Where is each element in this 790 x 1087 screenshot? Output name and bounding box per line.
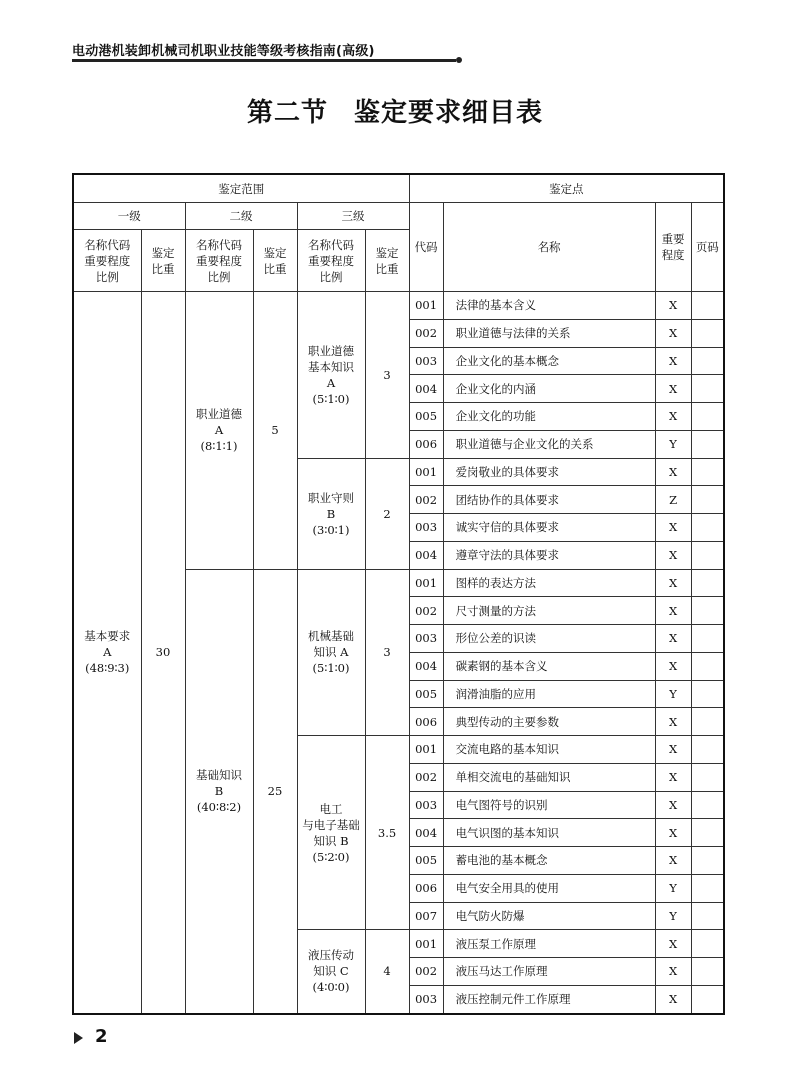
row-code: 002 xyxy=(409,597,443,625)
row-page xyxy=(691,625,724,653)
row-name: 液压控制元件工作原理 xyxy=(443,985,655,1013)
level3-weight: 3.5 xyxy=(365,736,409,930)
row-importance: X xyxy=(655,763,691,791)
row-name: 碳素钢的基本含义 xyxy=(443,652,655,680)
header-name-code-2: 名称代码 重要程度 比例 xyxy=(185,230,253,292)
row-name: 职业道德与企业文化的关系 xyxy=(443,430,655,458)
row-page xyxy=(691,458,724,486)
row-code: 006 xyxy=(409,708,443,736)
row-importance: X xyxy=(655,625,691,653)
level2-weight: 5 xyxy=(253,292,297,570)
row-page xyxy=(691,514,724,542)
row-importance: X xyxy=(655,597,691,625)
row-name: 单相交流电的基础知识 xyxy=(443,763,655,791)
header-weight-2: 鉴定 比重 xyxy=(253,230,297,292)
level2-label: 职业道德 A (8∶1∶1) xyxy=(185,292,253,570)
row-code: 004 xyxy=(409,652,443,680)
level1-label: 基本要求 A (48∶9∶3) xyxy=(73,292,141,1014)
row-page xyxy=(691,430,724,458)
row-importance: X xyxy=(655,736,691,764)
header-page: 页码 xyxy=(691,203,724,292)
header-code: 代码 xyxy=(409,203,443,292)
row-code: 005 xyxy=(409,847,443,875)
row-page xyxy=(691,375,724,403)
level3-label: 职业道德 基本知识 A (5∶1∶0) xyxy=(297,292,365,459)
header-name-code-3: 名称代码 重要程度 比例 xyxy=(297,230,365,292)
row-page xyxy=(691,874,724,902)
row-name: 法律的基本含义 xyxy=(443,292,655,320)
row-code: 005 xyxy=(409,680,443,708)
row-code: 003 xyxy=(409,625,443,653)
level3-weight: 2 xyxy=(365,458,409,569)
row-name: 液压泵工作原理 xyxy=(443,930,655,958)
row-importance: X xyxy=(655,569,691,597)
header-rule xyxy=(72,59,456,62)
row-importance: X xyxy=(655,847,691,875)
row-name: 电气防火防爆 xyxy=(443,902,655,930)
section-number: 第二节 xyxy=(246,98,328,128)
row-code: 004 xyxy=(409,375,443,403)
row-importance: X xyxy=(655,347,691,375)
level3-weight: 4 xyxy=(365,930,409,1014)
row-code: 007 xyxy=(409,902,443,930)
row-name: 交流电路的基本知识 xyxy=(443,736,655,764)
row-importance: X xyxy=(655,514,691,542)
row-importance: Y xyxy=(655,874,691,902)
row-page xyxy=(691,569,724,597)
row-code: 003 xyxy=(409,791,443,819)
row-name: 图样的表达方法 xyxy=(443,569,655,597)
row-page xyxy=(691,652,724,680)
row-importance: X xyxy=(655,292,691,320)
row-page xyxy=(691,958,724,986)
row-page xyxy=(691,597,724,625)
row-name: 电气安全用具的使用 xyxy=(443,874,655,902)
level2-weight: 25 xyxy=(253,569,297,1014)
row-name: 典型传动的主要参数 xyxy=(443,708,655,736)
row-importance: X xyxy=(655,708,691,736)
row-importance: X xyxy=(655,958,691,986)
row-page xyxy=(691,847,724,875)
row-code: 002 xyxy=(409,763,443,791)
row-code: 001 xyxy=(409,292,443,320)
level2-label: 基础知识 B (40∶8∶2) xyxy=(185,569,253,1014)
row-importance: X xyxy=(655,652,691,680)
row-page xyxy=(691,985,724,1013)
row-page xyxy=(691,403,724,431)
row-page xyxy=(691,708,724,736)
header-level3: 三级 xyxy=(297,203,409,230)
row-importance: X xyxy=(655,541,691,569)
row-code: 002 xyxy=(409,486,443,514)
row-name: 团结协作的具体要求 xyxy=(443,486,655,514)
row-name: 尺寸测量的方法 xyxy=(443,597,655,625)
row-importance: Y xyxy=(655,902,691,930)
row-importance: X xyxy=(655,930,691,958)
row-importance: X xyxy=(655,819,691,847)
row-page xyxy=(691,930,724,958)
header-importance: 重要 程度 xyxy=(655,203,691,292)
row-importance: X xyxy=(655,319,691,347)
section-heading: 鉴定要求细目表 xyxy=(354,98,544,128)
section-title xyxy=(0,92,790,129)
row-name: 蓄电池的基本概念 xyxy=(443,847,655,875)
row-name: 企业文化的功能 xyxy=(443,403,655,431)
row-page xyxy=(691,680,724,708)
row-page xyxy=(691,319,724,347)
level3-label: 职业守则 B (3∶0∶1) xyxy=(297,458,365,569)
row-page xyxy=(691,292,724,320)
running-title: 电动港机装卸机械司机职业技能等级考核指南(高级) xyxy=(72,44,375,59)
header-weight-1: 鉴定 比重 xyxy=(141,230,185,292)
row-code: 001 xyxy=(409,569,443,597)
row-importance: X xyxy=(655,791,691,819)
table-row xyxy=(73,292,724,320)
row-code: 003 xyxy=(409,347,443,375)
row-name: 形位公差的识读 xyxy=(443,625,655,653)
row-name: 电气图符号的识别 xyxy=(443,791,655,819)
row-page xyxy=(691,902,724,930)
row-code: 004 xyxy=(409,819,443,847)
appraisal-requirements-table xyxy=(72,173,725,1015)
row-name: 电气识图的基本知识 xyxy=(443,819,655,847)
row-code: 001 xyxy=(409,736,443,764)
header-range: 鉴定范围 xyxy=(73,174,409,203)
level3-label: 机械基础 知识 A (5∶1∶0) xyxy=(297,569,365,736)
level3-weight: 3 xyxy=(365,569,409,736)
row-page xyxy=(691,347,724,375)
header-level1: 一级 xyxy=(73,203,185,230)
row-name: 液压马达工作原理 xyxy=(443,958,655,986)
level3-label: 液压传动 知识 C (4∶0∶0) xyxy=(297,930,365,1014)
row-page xyxy=(691,763,724,791)
row-importance: X xyxy=(655,403,691,431)
row-importance: X xyxy=(655,985,691,1013)
row-page xyxy=(691,541,724,569)
row-page xyxy=(691,819,724,847)
row-name: 企业文化的内涵 xyxy=(443,375,655,403)
row-name: 职业道德与法律的关系 xyxy=(443,319,655,347)
row-importance: X xyxy=(655,375,691,403)
row-code: 003 xyxy=(409,514,443,542)
row-importance: Z xyxy=(655,486,691,514)
row-name: 企业文化的基本概念 xyxy=(443,347,655,375)
row-importance: Y xyxy=(655,430,691,458)
row-code: 003 xyxy=(409,985,443,1013)
row-name: 诚实守信的具体要求 xyxy=(443,514,655,542)
row-importance: Y xyxy=(655,680,691,708)
row-code: 006 xyxy=(409,430,443,458)
row-name: 爱岗敬业的具体要求 xyxy=(443,458,655,486)
header-level2: 二级 xyxy=(185,203,297,230)
header-points: 鉴定点 xyxy=(409,174,724,203)
row-code: 006 xyxy=(409,874,443,902)
row-name: 遵章守法的具体要求 xyxy=(443,541,655,569)
row-code: 002 xyxy=(409,958,443,986)
header-name-code-1: 名称代码 重要程度 比例 xyxy=(73,230,141,292)
header-weight-3: 鉴定 比重 xyxy=(365,230,409,292)
row-name: 润滑油脂的应用 xyxy=(443,680,655,708)
row-page xyxy=(691,486,724,514)
header-dot xyxy=(456,57,462,63)
row-page xyxy=(691,736,724,764)
header-name: 名称 xyxy=(443,203,655,292)
row-page xyxy=(691,791,724,819)
page-marker-icon xyxy=(74,1032,83,1044)
row-code: 002 xyxy=(409,319,443,347)
row-importance: X xyxy=(655,458,691,486)
row-code: 001 xyxy=(409,458,443,486)
row-code: 001 xyxy=(409,930,443,958)
level1-weight: 30 xyxy=(141,292,185,1014)
level3-label: 电工 与电子基础 知识 B (5∶2∶0) xyxy=(297,736,365,930)
row-code: 004 xyxy=(409,541,443,569)
page-number: 2 xyxy=(95,1026,108,1047)
row-code: 005 xyxy=(409,403,443,431)
level3-weight: 3 xyxy=(365,292,409,459)
